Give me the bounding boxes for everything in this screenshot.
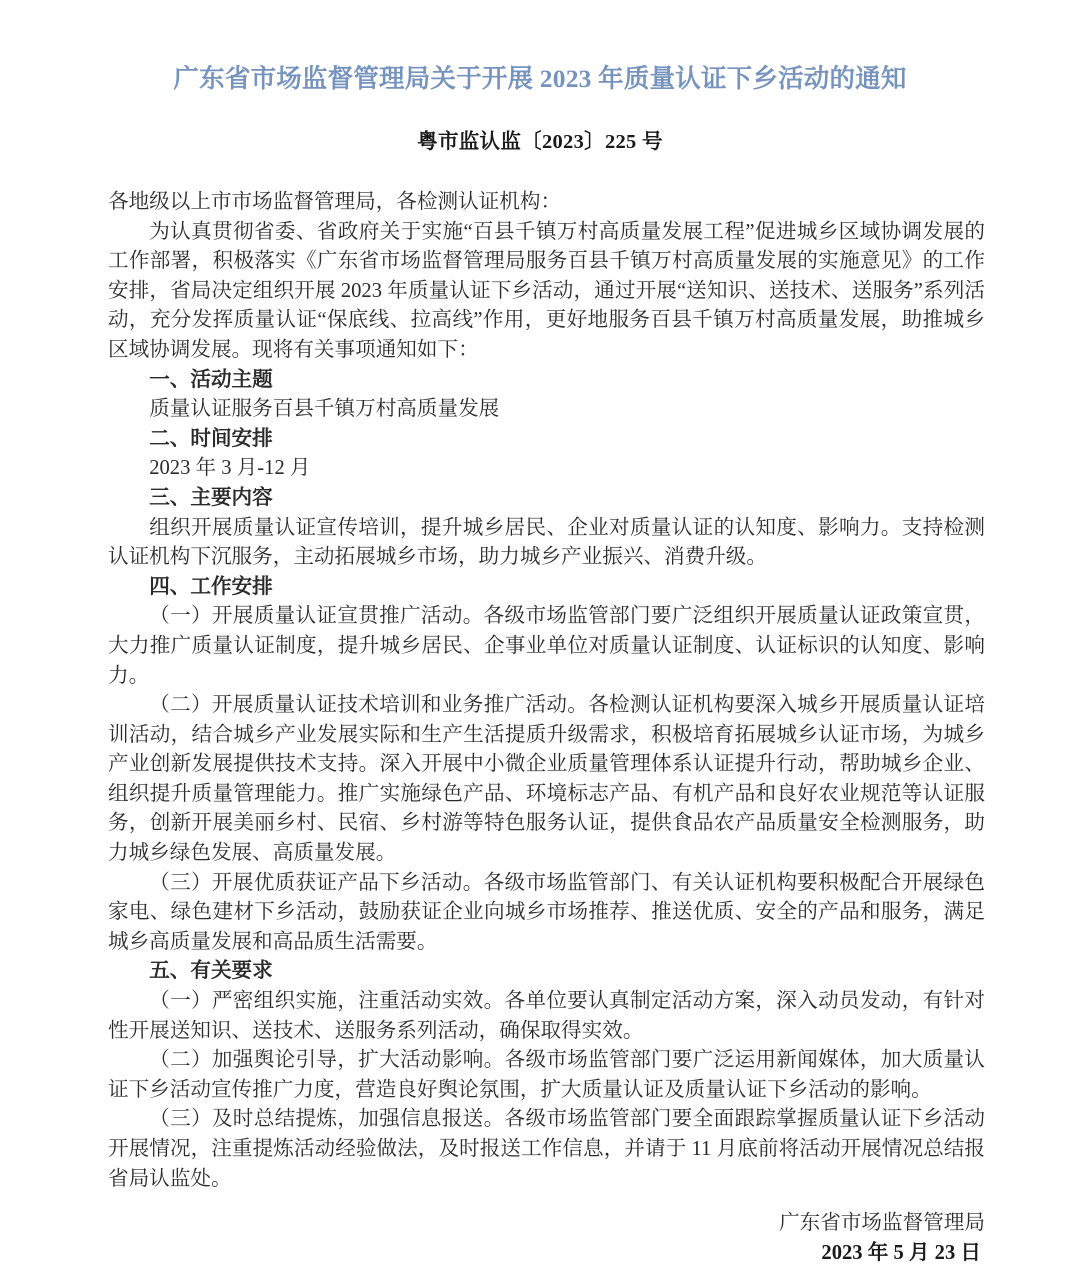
section-4-paragraph-2: （二）开展质量认证技术培训和业务推广活动。各检测认证机构要深入城乡开展质量认证培训活动，结合城乡产业发展实际和生产生活提质升级需求，积极培育拓展城乡认证市场，为城乡产业创新发展提供技术支持。深入开展中小微企业质量管理体系认证提升行动，帮助城乡企业、组织提升质量管理能力。推广实施绿色产品、环境标志产品、有机产品和良好农业规范等认证服务，创新开展美丽乡村、民宿、乡村游等特色服务认证，提供食品农产品质量安全检测服务，助力城乡绿色发展、高质量发展。 <box>108 694 985 865</box>
section-heading-5: 五、有关要求 <box>149 960 273 983</box>
section-4-paragraph-1: （一）开展质量认证宣贯推广活动。各级市场监管部门要广泛组织开展质量认证政策宣贯，大力推广质量认证制度，提升城乡居民、企事业单位对质量认证制度、认证标识的认知度、影响力。 <box>108 605 985 687</box>
section-heading-4: 四、工作安排 <box>149 575 273 598</box>
document-body <box>0 156 1080 1194</box>
section-heading-1: 一、活动主题 <box>149 368 273 391</box>
section-heading-2: 二、时间安排 <box>149 427 273 450</box>
section-3-paragraph-1: 组织开展质量认证宣传培训，提升城乡居民、企业对质量认证的认知度、影响力。支持检测认证机构下沉服务，主动拓展城乡市场，助力城乡产业振兴、消费升级。 <box>108 516 985 569</box>
page-title: 广东省市场监督管理局关于开展 2023 年质量认证下乡活动的通知 <box>173 64 907 93</box>
section-4-paragraph-3: （三）开展优质获证产品下乡活动。各级市场监管部门、有关认证机构要积极配合开展绿色家电、绿色建材下乡活动，鼓励获证企业向城乡市场推荐、推送优质、安全的产品和服务，满足城乡高质量发展和高品质生活需要。 <box>108 871 985 953</box>
salutation: 各地级以上市市场监督管理局，各检测认证机构： <box>108 191 562 213</box>
section-5-paragraph-3: （三）及时总结提炼，加强信息报送。各级市场监管部门要全面跟踪掌握质量认证下乡活动开展情况，注重提炼活动经验做法，及时报送工作信息，并请于 11 月底前将活动开展情况总结报省局认监处。 <box>108 1108 985 1190</box>
section-5-paragraph-1: （一）严密组织实施，注重活动实效。各单位要认真制定活动方案，深入动员发动，有针对性开展送知识、送技术、送服务系列活动，确保取得实效。 <box>108 990 985 1042</box>
document-number: 粤市监认监〔2023〕225 号 <box>417 131 663 153</box>
opening-paragraph: 为认真贯彻省委、省政府关于实施“百县千镇万村高质量发展工程”促进城乡区域协调发展的工作部署，积极落实《广东省市场监督管理局服务百县千镇万村高质量发展的实施意见》的工作安排，省局决定组织开展 2023 年质量认证下乡活动，通过开展“送知识、送技术、送服务”系列活动，充分发挥质量认证“保底线、拉高线”作用，更好地服务百县千镇万村高质量发展，助推城乡区域协调发展。现将有关事项通知如下： <box>108 220 985 361</box>
signature-organization: 广东省市场监督管理局 <box>779 1212 985 1235</box>
section-heading-3: 三、主要内容 <box>149 486 273 509</box>
section-5-paragraph-2: （二）加强舆论引导，扩大活动影响。各级市场监管部门要广泛运用新闻媒体，加大质量认证下乡活动宣传推广力度，营造良好舆论氛围，扩大质量认证及质量认证下乡活动的影响。 <box>108 1049 985 1101</box>
section-1-paragraph-1: 质量认证服务百县千镇万村高质量发展 <box>149 398 500 421</box>
signature-date: 2023 年 5 月 23 日 <box>821 1242 981 1265</box>
section-2-paragraph-1: 2023 年 3 月-12 月 <box>149 457 311 480</box>
signature-block <box>0 1208 1080 1268</box>
